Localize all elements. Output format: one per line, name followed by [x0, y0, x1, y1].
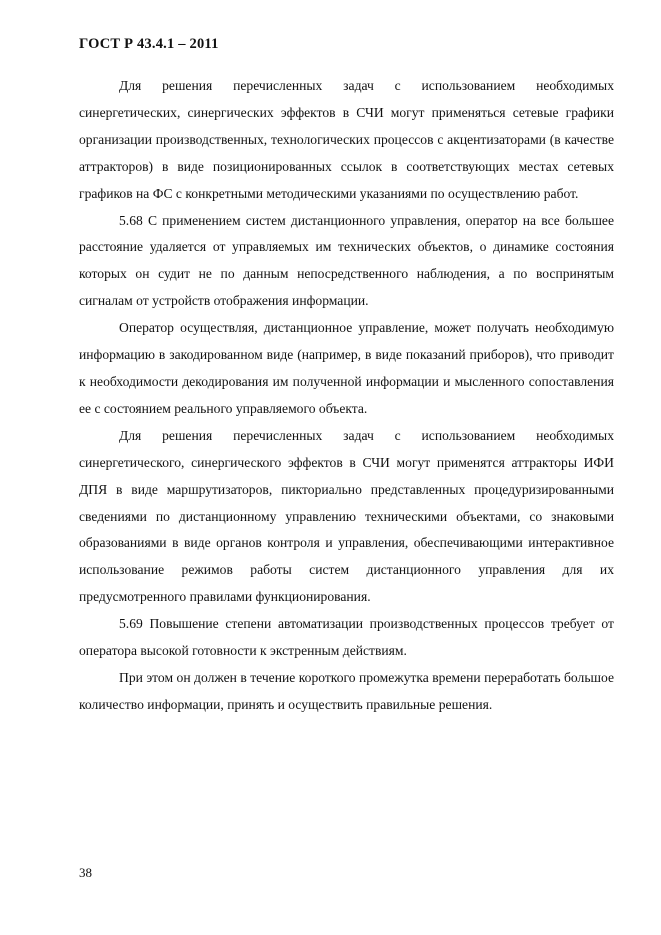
page-number: 38 [79, 865, 92, 880]
paragraph: Для решения перечисленных задач с использованием необходимых синергетических, синергических эффектов в СЧИ могут применяться сетевые графики организации производственных, технологических процессов с акцентизаторами (в качестве аттракторов) в виде позиционированных ссылок в соответствующих местах сетевых графиков на ФС с конкретными методическими указаниями по осуществлению работ. [79, 78, 614, 201]
paragraph: Оператор осуществляя, дистанционное управление, может получать необходимую информацию в закодированном виде (например, в виде показаний приборов), что приводит к необходимости декодирования им полученной информации и мысленного сопоставления ее с состоянием реального управляемого объекта. [79, 320, 614, 416]
paragraph: 5.68 С применением систем дистанционного управления, оператор на все большее расстояние удаляется от управляемых им технических объектов, о динамике состояния которых он судит не по данным непосредственного наблюдения, а по воспринятым сигналам от устройств отображения информации. [79, 212, 614, 309]
document-header: ГОСТ Р 43.4.1 – 2011 [79, 36, 219, 52]
paragraph: Для решения перечисленных задач с использованием необходимых синергетического, синергического эффектов в СЧИ могут применятся аттракторы ИФИ ДПЯ в виде маршрутизаторов, пикториально представленных процедуризированными сведениями по дистанционному управлению техническими объектами, со знаковыми образованиями в виде органов контроля и управления, обеспечивающими интерактивное использование режимов работы систем дистанционного управления для их предусмотренного правилами функционирования. [79, 427, 614, 605]
paragraph: При этом он должен в течение короткого промежутка времени переработать большое количество информации, принять и осуществить правильные решения. [79, 669, 614, 712]
paragraph: 5.69 Повышение степени автоматизации производственных процессов требует от оператора высокой готовности к экстренным действиям. [79, 616, 614, 659]
document-body [79, 73, 614, 719]
